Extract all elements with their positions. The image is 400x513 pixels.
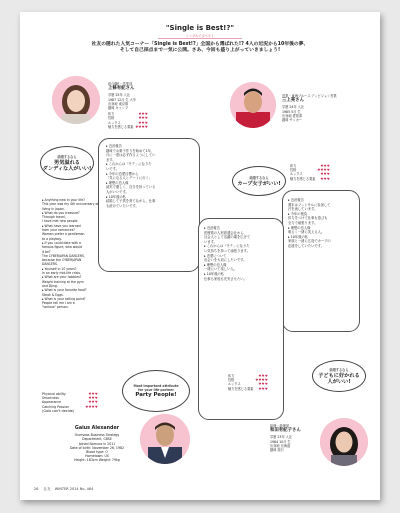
person1-meta-0: 学歴 25年 入社 [108,93,131,98]
person2-stat: 体力 ♥♥♥ [290,164,330,168]
person2-meta-3: 趣味 サッカー [282,118,303,123]
english-stats [42,392,98,413]
english-attribute-answer: Party People! [135,392,177,398]
person1-name: 上條有紀さん [108,86,135,92]
person1-profile [108,82,168,129]
person2-stat: 性格 ♥♥♥♥ [290,168,330,173]
person3-stat: 体力 ♥♥♥ [228,374,268,378]
person1-photo [52,76,100,124]
page-number: 26 [34,487,39,491]
english-meta: Joined Nomura in 2011 Date of birth: November 26, 1982 Blood type: O Hometown: US Height: 183cm Weight: 79kg [69,441,125,463]
magazine-page [20,12,380,500]
english-dept: Overseas Business Strategy Department, CBSE [74,433,120,442]
person1-meta-1: 1987 12月 生 大卒 [108,97,136,102]
person3-stat: 性格 ♥♥♥♥ [228,378,268,383]
person3-meta-1: 1984 10月 生 [270,439,291,444]
person3-name: 和田有紀子さん [270,428,301,434]
person3-quote-label: 結婚するなら [329,367,349,372]
english-qa-text: ▸ Anything new in your life? This year was my 4th anniversary of living in Japan. ▸ What do you treasure? Through travel, I have met new people. ▸ What have you learned from your romances? Women prefer a gentleman to a playboy. ▸ If you could date with a famous figure, who would it be? The CYBERJAPAN DANCERS, because the CYBERJAPAN DANCERS. ▸ Yourself in 10 years? In an early mid-life crisis. ▸ What are your hobbies? Weight training at the gym and DJing. ▸ What is your favorite food? Steak & Eggs. ▸ What is your selling point? People tell me I am a "serious" person. [42,198,99,310]
person2-stats [290,164,330,181]
issue-label: WINTER 2014 No. 464 [54,487,94,491]
person3-stat: 魅力を感じる要素 ♥♥♥ [228,386,268,391]
lead-line-1: 社友の隠れた人気コーナー「Single is Best!?」全国から選ばれた!? 4人の近況から10年後の夢、 [91,42,309,47]
person2-meta-0: 学歴 24年 入社 [282,105,305,110]
english-name: Gaius Alexander [74,426,120,431]
person2-stat: 魅力を感じる要素 ♥♥♥ [290,176,330,181]
person3-meta-3: 趣味 旅行 [270,448,284,453]
person3-meta-0: 学歴 23年 入社 [270,435,293,440]
center-qa-text: ▸ 近況報告 医療系の人材派遣会社から、 社会人として活躍の場を広げて います。 ▸ これからは「モテ」になりた い気持ちを持って頑張ります。 ▸ 恋愛について 出会いを大切にしたいです。 ▸ 理想の恋人像 一緒にいて楽しい人。 ▸ 10年後の私 仕事も家庭も充実させたい。 [204,226,251,281]
magazine-name: 社友 [43,487,51,491]
person2-name: 三上亮さん [282,98,304,104]
english-stat: Catching Passion ♥♥♥♥ [42,404,98,409]
english-profile [60,426,134,463]
lead-text [70,42,330,55]
person2-quote-bubble [232,166,286,196]
person3-quote-bubble [312,360,366,392]
person2-dept: 営業・東海ブルース ディビジョン営業 [282,94,337,98]
english-attribute-bubble [122,370,190,412]
person1-qa-text: ▸ 近況報告 趣味でお菓子作りを始めて1年、 月に一度は必ず作るようにしてい ます。 ▸ これからは「モテ」になりた いです。 ▸ 今年の恋愛目標から 「気になる人とデートに行く」 ▸ 理想の恋人像 誠実で優しく、自分を持っている 人がいいです。 ▸ 10年後の私 結婚して子供を育てながら、仕事 も続けていたいです。 [106,144,156,208]
english-stat: Appearance ♥♥♥ [42,400,98,405]
english-note: (Gaia can't decide) [42,408,75,413]
person2-photo [230,82,276,128]
lead-line-2: そして自己採点まで一気に公開。さあ、今回も盛り上がっていきましょう! [119,48,281,54]
person2-profile [282,94,342,122]
page-footer [34,487,93,492]
english-person-photo [140,414,190,464]
person1-quote-bubble [40,146,94,180]
person3-stat: ルックス ♥♥♥ [228,382,268,387]
person3-quote: 子どもに好かれる 人がいい! [318,372,360,385]
person2-quote-label: 結婚するなら [249,175,269,180]
person1-meta-3: 趣味 キャンプ [108,106,129,111]
person1-meta-2: 出身地 東京都 [108,101,129,106]
english-stat: Physical ability ♥♥♥ [42,392,98,396]
page-title: "Single is Best!?" [165,24,235,32]
person3-dept: 総務・経理部 [270,424,290,428]
person1-quote-label: 結婚するなら [57,154,77,159]
person2-stat: ルックス ♥♥♥ [290,172,330,177]
english-attribute-question: Most important attribute for your life partner [133,384,179,392]
page-subtitle: シングルイズベスト [185,34,215,38]
person2-meta-2: 出身地 愛知県 [282,113,303,118]
person1-stat: 体力 ♥♥♥ [108,112,148,117]
person1-stat: ルックス ♥♥♥ [108,120,148,125]
person3-stats [228,374,268,391]
english-stat: Smartness ♥♥♥ [42,396,98,401]
person3-profile [270,424,318,452]
person1-dept: 総合職F・営業部 [108,82,133,86]
person1-quote: 男気溢れる ダンディな人がいい! [42,159,92,172]
person2-meta-1: 1985 5月 生 [282,109,301,114]
person3-meta-2: 出身地 北海道 [270,443,291,448]
person1-stat: 魅力を感じる要素 ♥♥♥♥ [108,124,148,129]
person3-photo [320,418,368,466]
person1-stat: 性格 ♥♥♥ [108,116,148,121]
person2-qa-text: ▸ 近況報告 週末はフットサルに参加して 汗を流しています。 ▸ 今年の抱負 体力をつけて仕事も遊びも 全力で頑張ります。 ▸ 理想の恋人像 明るく一緒に笑える人。 ▸ 10年後の私 家族と一緒に広島でカープの 応援をしていたいです。 [288,198,331,248]
person2-quote: カープ女子がいい! [237,180,281,187]
